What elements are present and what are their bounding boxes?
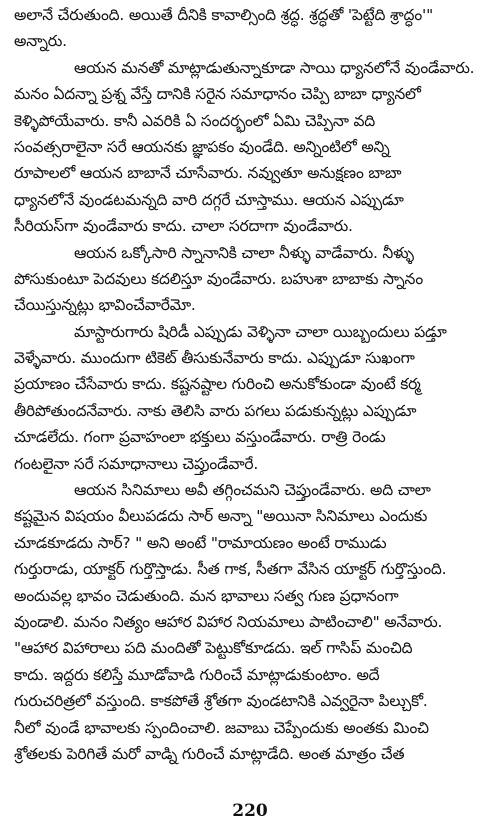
- text-line: చూడకూడదు సార్? " అని అంటే "రామాయణం అంటే రాముడు: [14, 533, 387, 552]
- text-line: ధ్యానలోనే వుండటమన్నది వారి దగ్గరే చూస్తాము. ఆయన ఎప్పుడూ: [14, 190, 404, 209]
- text-line: ఆయన సినిమాలు అవీ తగ్గించమని చెప్తుండేవారు. అది చాలా: [74, 481, 431, 500]
- text-line: పోసుకుంటూ పెదవులు కదలిస్తూ వుండేవారు. బహుశా బాబాకు స్నానం: [14, 269, 424, 288]
- text-line: ఆయన ఒక్కోసారి స్నానానికి చాలా నీళ్ళు వాడేవారు. నీళ్ళు: [74, 243, 414, 262]
- text-line: ప్రయాణం చేసేవారు కాదు. కష్టనష్టాల గురించి అనుకోకుండా వుంటే కర్మ: [14, 375, 421, 394]
- text-line: చేయిస్తున్నట్లు భావించేవారేమో.: [14, 296, 196, 315]
- page-number: 220: [232, 801, 268, 821]
- text-line: గురుచరిత్రలో వస్తుంది. కాకపోతే శ్రోతగా వుండటానికి ఎవ్వరైనా పిల్చుకో.: [14, 692, 428, 711]
- text-line: గంటలైనా సరే సమాధానాలు చెప్తుండేవారే.: [14, 454, 259, 473]
- text-line: సీరియస్‌గా వుండేవారు కాదు. చాలా సరదాగా వుండేవారు.: [14, 217, 353, 236]
- text-line: అందువల్ల భావం చెడుతుంది. మన భావాలు సత్వ గుణ ప్రధానంగా: [14, 586, 399, 605]
- text-line: కెళ్ళిపోయేవారు. కానీ ఎవరికి ఏ సందర్భంలో ఏమి చెప్పినా వది: [14, 111, 376, 130]
- text-line: గుర్తురాడు, యాక్టర్ గుర్తొస్తాడు. సీత గాక, సీతగా వేసిన యాక్టర్ గుర్తొస్తుంది.: [14, 560, 447, 579]
- text-line: వెళ్ళేవారు. ముందుగా టికెట్ తీసుకునేవారు కాదు. ఎప్పుడూ సుఖంగా: [14, 349, 415, 368]
- text-line: ఆయన మనతో మాట్లాడుతున్నాకూడా సాయి ధ్యానలోనే వుండేవారు.: [74, 58, 475, 77]
- text-line: తీరిపోతుందనేవారు. నాకు తెలిసి వారు పగలు పడుకున్నట్లు ఎప్పుడూ: [14, 401, 417, 420]
- text-line: అలానే చేరుతుంది. అయితే దీనికి కావాల్సింది శ్రద్ధ. శ్రద్ధతో 'పెట్టేది శ్రాద్ధం'": [14, 6, 434, 24]
- text-line: కాదు. ఇద్దరు కలిస్తే మూడోవాడి గురించే మాట్లాడుకుంటాం. అదే: [14, 665, 380, 684]
- text-line: అన్నారు.: [14, 32, 67, 51]
- text-line: మాస్టారుగారు షిరిడీ ఎప్పుడు వెళ్ళినా చాలా యిబ్బందులు పడ్తూ: [74, 322, 447, 341]
- text-line: రూపాలలో ఆయన బాబానే చూసేవారు. నవ్వుతూ అనుక్షణం బాబా: [14, 164, 402, 183]
- body-text: [14, 2, 486, 767]
- text-line: మనం ఏదన్నా ప్రశ్న వేస్తే దానికి సరైన సమాధానం చెప్పి బాబా ధ్యానలో: [14, 85, 421, 104]
- text-line: సంవత్సరాలైనా సరే ఆయనకు జ్ఞాపకం వుండేది. అన్నింటిలో అన్ని: [14, 137, 390, 156]
- text-line: శ్రోతలకు పెరిగితే మరో వాడ్ని గురించే మాట్లాడేది. అంత మాత్రం చేత: [14, 744, 405, 763]
- text-line: వుండాలి. మనం నిత్యం ఆహార విహార నియమాలు పాటించాలి" అనేవారు.: [14, 612, 443, 631]
- text-line: నీలో వుండే భావాలకు స్పందించాలి. జవాబు చెప్పేందుకు అంతకు మించి: [14, 718, 429, 737]
- text-line: చూడలేదు. గంగా ప్రవాహంలా భక్తులు వస్తుండేవారు. రాత్రి రెండు: [14, 428, 386, 447]
- text-line: "ఆహార విహారాలు పది మందితో పెట్టుకోకూడదు. ఇల్ గాసిప్ మంచిది: [14, 639, 413, 658]
- text-line: కష్టమైన విషయం వీలుపడదు సార్ అన్నా "అయినా సినిమాలు ఎందుకు: [14, 507, 428, 526]
